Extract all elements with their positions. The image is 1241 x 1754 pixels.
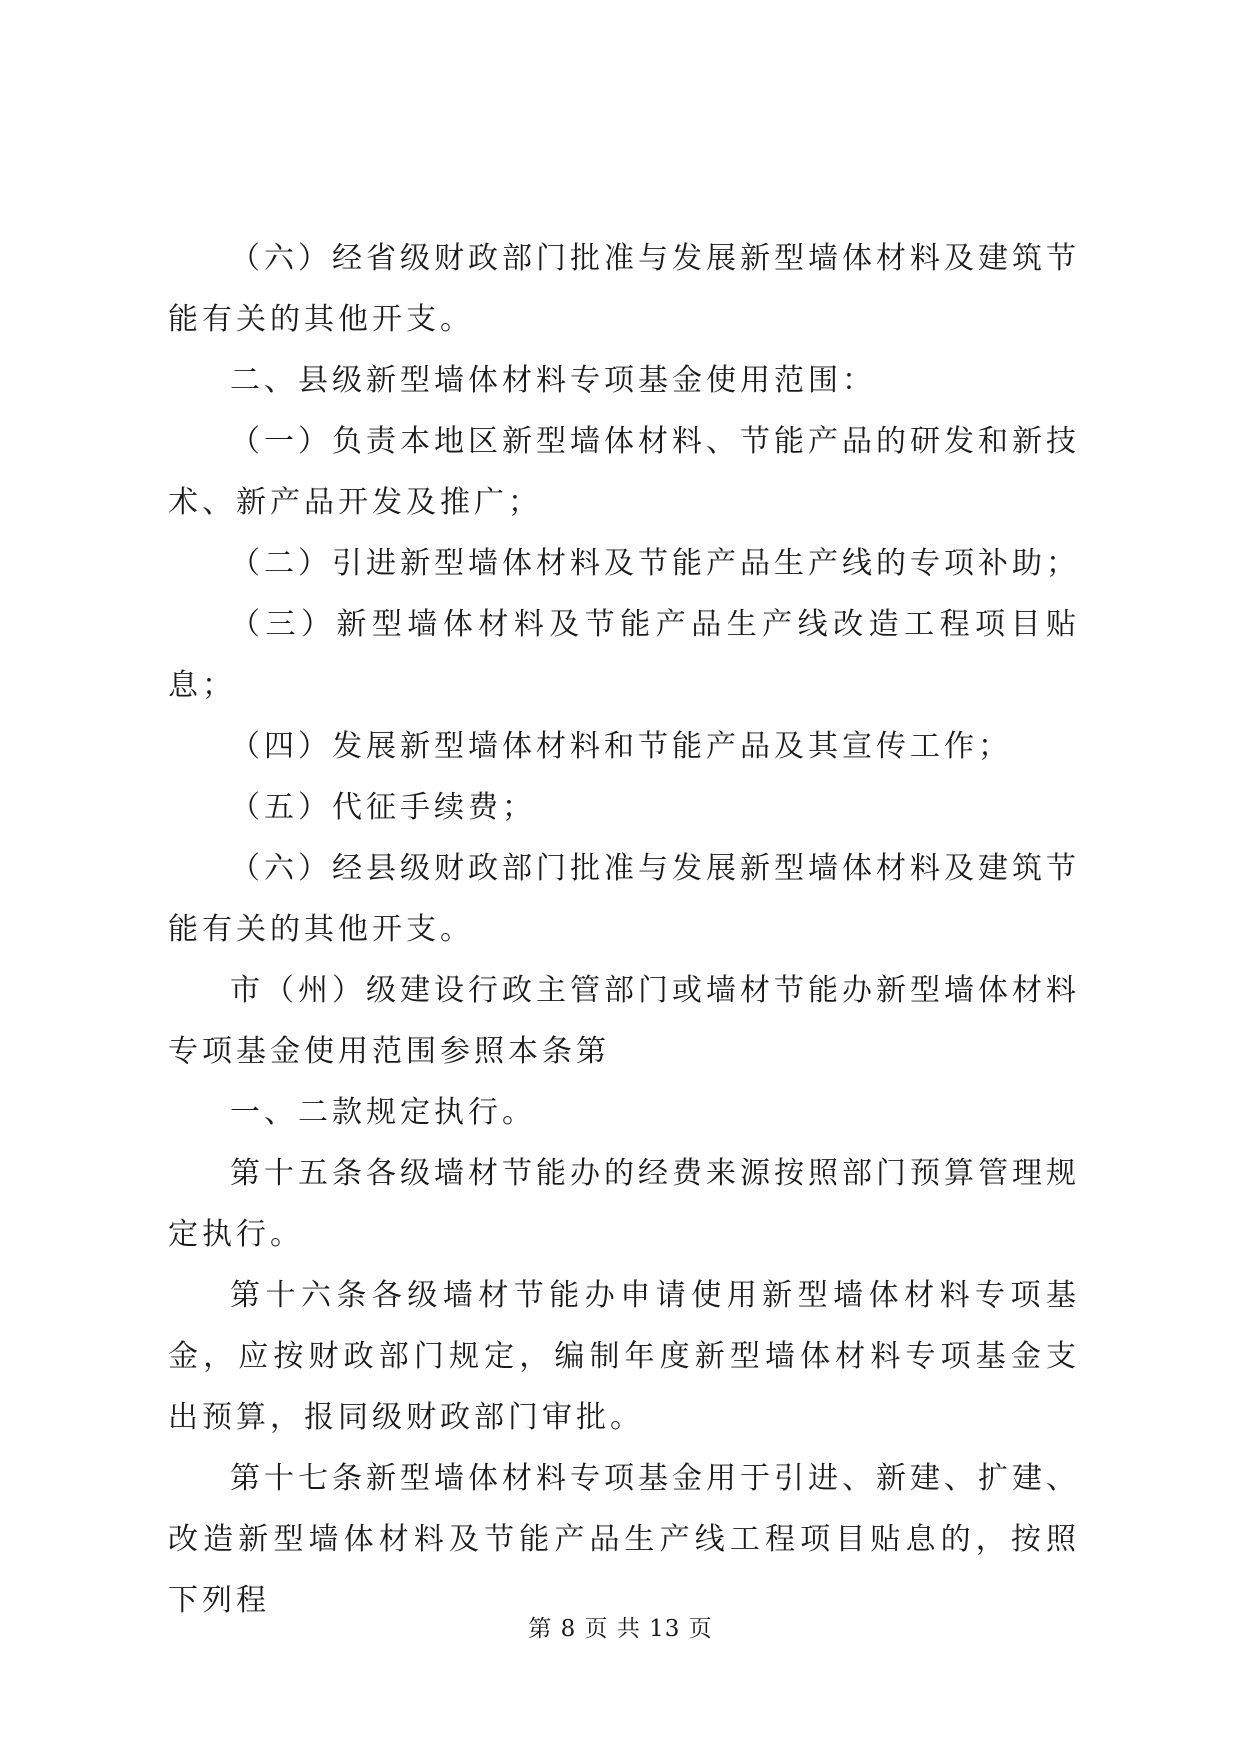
paragraph: （五）代征手续费； [230, 790, 536, 825]
paragraph: （六）经县级财政部门批准与发展新型墙体材料及建筑节能有关的其他开支。 [168, 851, 1080, 947]
document-body [168, 228, 1080, 1631]
paragraph: （三）新型墙体材料及节能产品生产线改造工程项目贴息； [168, 607, 1080, 703]
paragraph: （四）发展新型墙体材料和节能产品及其宣传工作； [230, 729, 1012, 764]
paragraph: （一）负责本地区新型墙体材料、节能产品的研发和新技术、新产品开发及推广； [168, 424, 1080, 520]
paragraph: 一、二款规定执行。 [230, 1095, 536, 1130]
paragraph: 市（州）级建设行政主管部门或墙材节能办新型墙体材料专项基金使用范围参照本条第 [168, 973, 1080, 1069]
paragraph: （六）经省级财政部门批准与发展新型墙体材料及建筑节能有关的其他开支。 [168, 241, 1080, 337]
page-number-footer: 第 8 页 共 13 页 [528, 1616, 713, 1642]
paragraph: 第十五条各级墙材节能办的经费来源按照部门预算管理规定执行。 [168, 1156, 1080, 1252]
paragraph: 第十七条新型墙体材料专项基金用于引进、新建、扩建、改造新型墙体材料及节能产品生产线工程项目贴息的，按照下列程 [168, 1461, 1080, 1618]
paragraph: 第十六条各级墙材节能办申请使用新型墙体材料专项基金，应按财政部门规定，编制年度新型墙体材料专项基金支出预算，报同级财政部门审批。 [168, 1278, 1080, 1435]
paragraph: （二）引进新型墙体材料及节能产品生产线的专项补助； [230, 546, 1080, 581]
paragraph: 二、县级新型墙体材料专项基金使用范围： [230, 363, 876, 398]
